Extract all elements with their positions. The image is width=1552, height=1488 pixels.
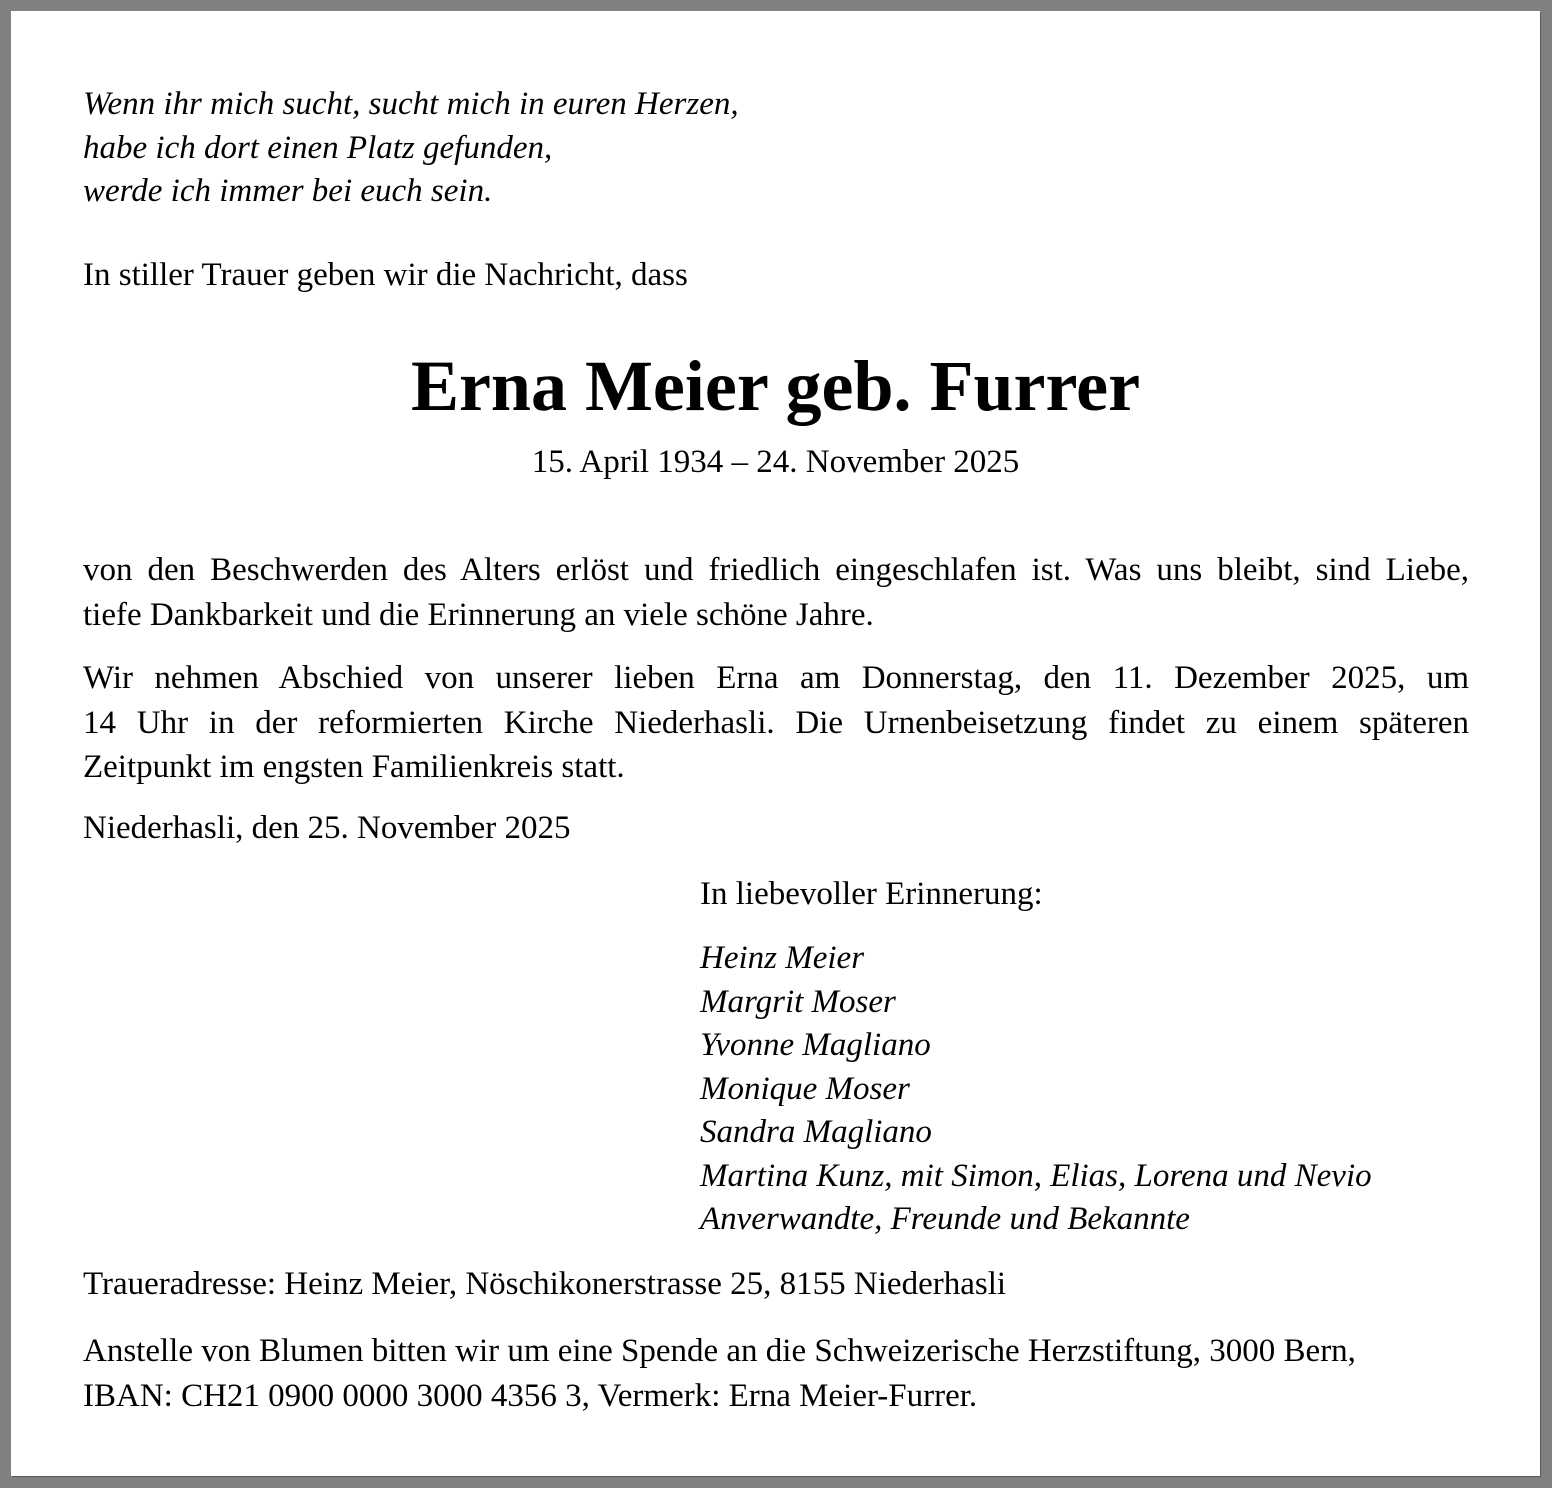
mourner-name: Heinz Meier: [700, 940, 865, 976]
memory-heading: In liebevoller Erinnerung:: [700, 876, 1043, 912]
donation-line: IBAN: CH21 0900 0000 3000 4356 3, Vermerk: Erna Meier-Furrer.: [83, 1377, 978, 1414]
donation-note: [83, 1329, 1356, 1418]
mourners-list: [700, 937, 1372, 1242]
poem-line: habe ich dort einen Platz gefunden,: [83, 129, 553, 166]
paragraph-line: tiefe Dankbarkeit und die Erinnerung an viele schöne Jahre.: [83, 596, 874, 633]
memorial-poem: [83, 83, 739, 214]
passing-paragraph: [83, 548, 1469, 637]
paragraph-line: 14 Uhr in der reformierten Kirche Niederhasli. Die Urnenbeisetzung findet zu einem späteren: [83, 704, 1469, 741]
deceased-name: Erna Meier geb. Furrer: [410, 346, 1141, 426]
intro-text: In stiller Trauer geben wir die Nachricht, dass: [83, 257, 688, 293]
mourner-name: Yvonne Magliano: [700, 1027, 931, 1063]
mourner-name: Martina Kunz, mit Simon, Elias, Lorena und Nevio: [700, 1157, 1372, 1194]
mourner-name: Sandra Magliano: [700, 1114, 932, 1150]
obituary-notice: [11, 11, 1540, 1476]
life-dates: 15. April 1934 – 24. November 2025: [531, 444, 1020, 480]
farewell-paragraph: [83, 656, 1469, 790]
paragraph-line: von den Beschwerden des Alters erlöst und friedlich eingeschlafen ist. Was uns bleibt, sind Liebe,: [83, 552, 1469, 588]
donation-line: Anstelle von Blumen bitten wir um eine Spende an die Schweizerische Herzstiftung, 3000 Bern,: [83, 1333, 1356, 1369]
mourner-name: Anverwandte, Freunde und Bekannte: [700, 1201, 1190, 1237]
poem-line: werde ich immer bei euch sein.: [83, 173, 493, 209]
place-and-date: Niederhasli, den 25. November 2025: [83, 810, 571, 846]
mourner-name: Margrit Moser: [700, 983, 896, 1020]
paragraph-line: Wir nehmen Abschied von unserer lieben Erna am Donnerstag, den 11. Dezember 2025, um: [83, 660, 1469, 696]
mourner-name: Monique Moser: [700, 1070, 910, 1107]
mourning-address: Traueradresse: Heinz Meier, Nöschikonerstrasse 25, 8155 Niederhasli: [83, 1266, 1007, 1302]
poem-line: Wenn ihr mich sucht, sucht mich in euren Herzen,: [83, 86, 739, 122]
paragraph-line: Zeitpunkt im engsten Familienkreis statt.: [83, 749, 625, 785]
